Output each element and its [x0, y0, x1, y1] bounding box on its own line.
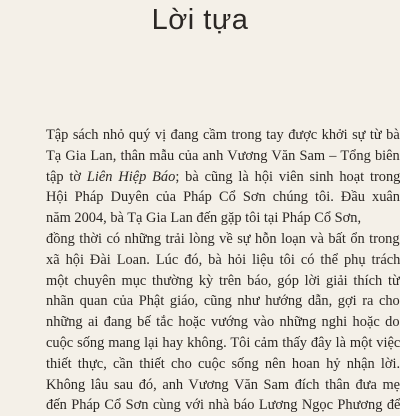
text-line: Tập sách nhỏ quý vị đang cầm trong tay được khởi sự từ bà	[46, 127, 400, 143]
text-line: một chuyên mục thường kỳ trên báo, góp lời giải thích từ	[46, 272, 400, 289]
newspaper-name: Liên Hiệp Báo	[86, 168, 176, 185]
text-line: Không lâu sau đó, anh Vương Văn Sam đích thân đưa mẹ	[46, 376, 400, 393]
text-line: đến Pháp Cổ Sơn cùng với nhà báo Lương Ngọc Phương để	[46, 397, 400, 414]
text-line: đồng thời có những trải lòng về sự hỗn loạn và bất ổn trong	[46, 230, 400, 247]
text-line: Tạ Gia Lan, thân mẫu của anh Vương Văn Sam – Tổng biên	[46, 147, 400, 164]
text-line: xã hội Đài Loan. Lúc đó, bà hỏi liệu tôi có thể phụ trách	[46, 251, 400, 268]
text-line: Hội Pháp Duyên của Pháp Cổ Sơn chúng tôi. Đầu xuân	[46, 189, 400, 206]
text-line: thiết thực, cần thiết cho cuộc sống nên hoan hỷ nhận lời.	[46, 355, 400, 372]
page-title: Lời tựa	[151, 4, 249, 36]
text-line	[46, 167, 400, 188]
text-line: những ai đang bế tắc hoặc vướng vào những nghi hoặc do	[46, 314, 400, 331]
text-line: nhãn quan của Phật giáo, cũng như hướng dẫn, gợi ra cho	[46, 293, 400, 310]
text-line: năm 2004, bà Tạ Gia Lan đến gặp tôi tại Pháp Cổ Sơn,	[46, 210, 362, 227]
preface-paragraph	[46, 125, 400, 416]
text-line-end: ; bà cũng là hội viên sinh hoạt trong	[175, 168, 400, 185]
text-line-start: tập tờ	[46, 168, 87, 185]
text-line: cuộc sống mang lại hay không. Tôi cảm thấy đây là một việc	[46, 334, 400, 351]
